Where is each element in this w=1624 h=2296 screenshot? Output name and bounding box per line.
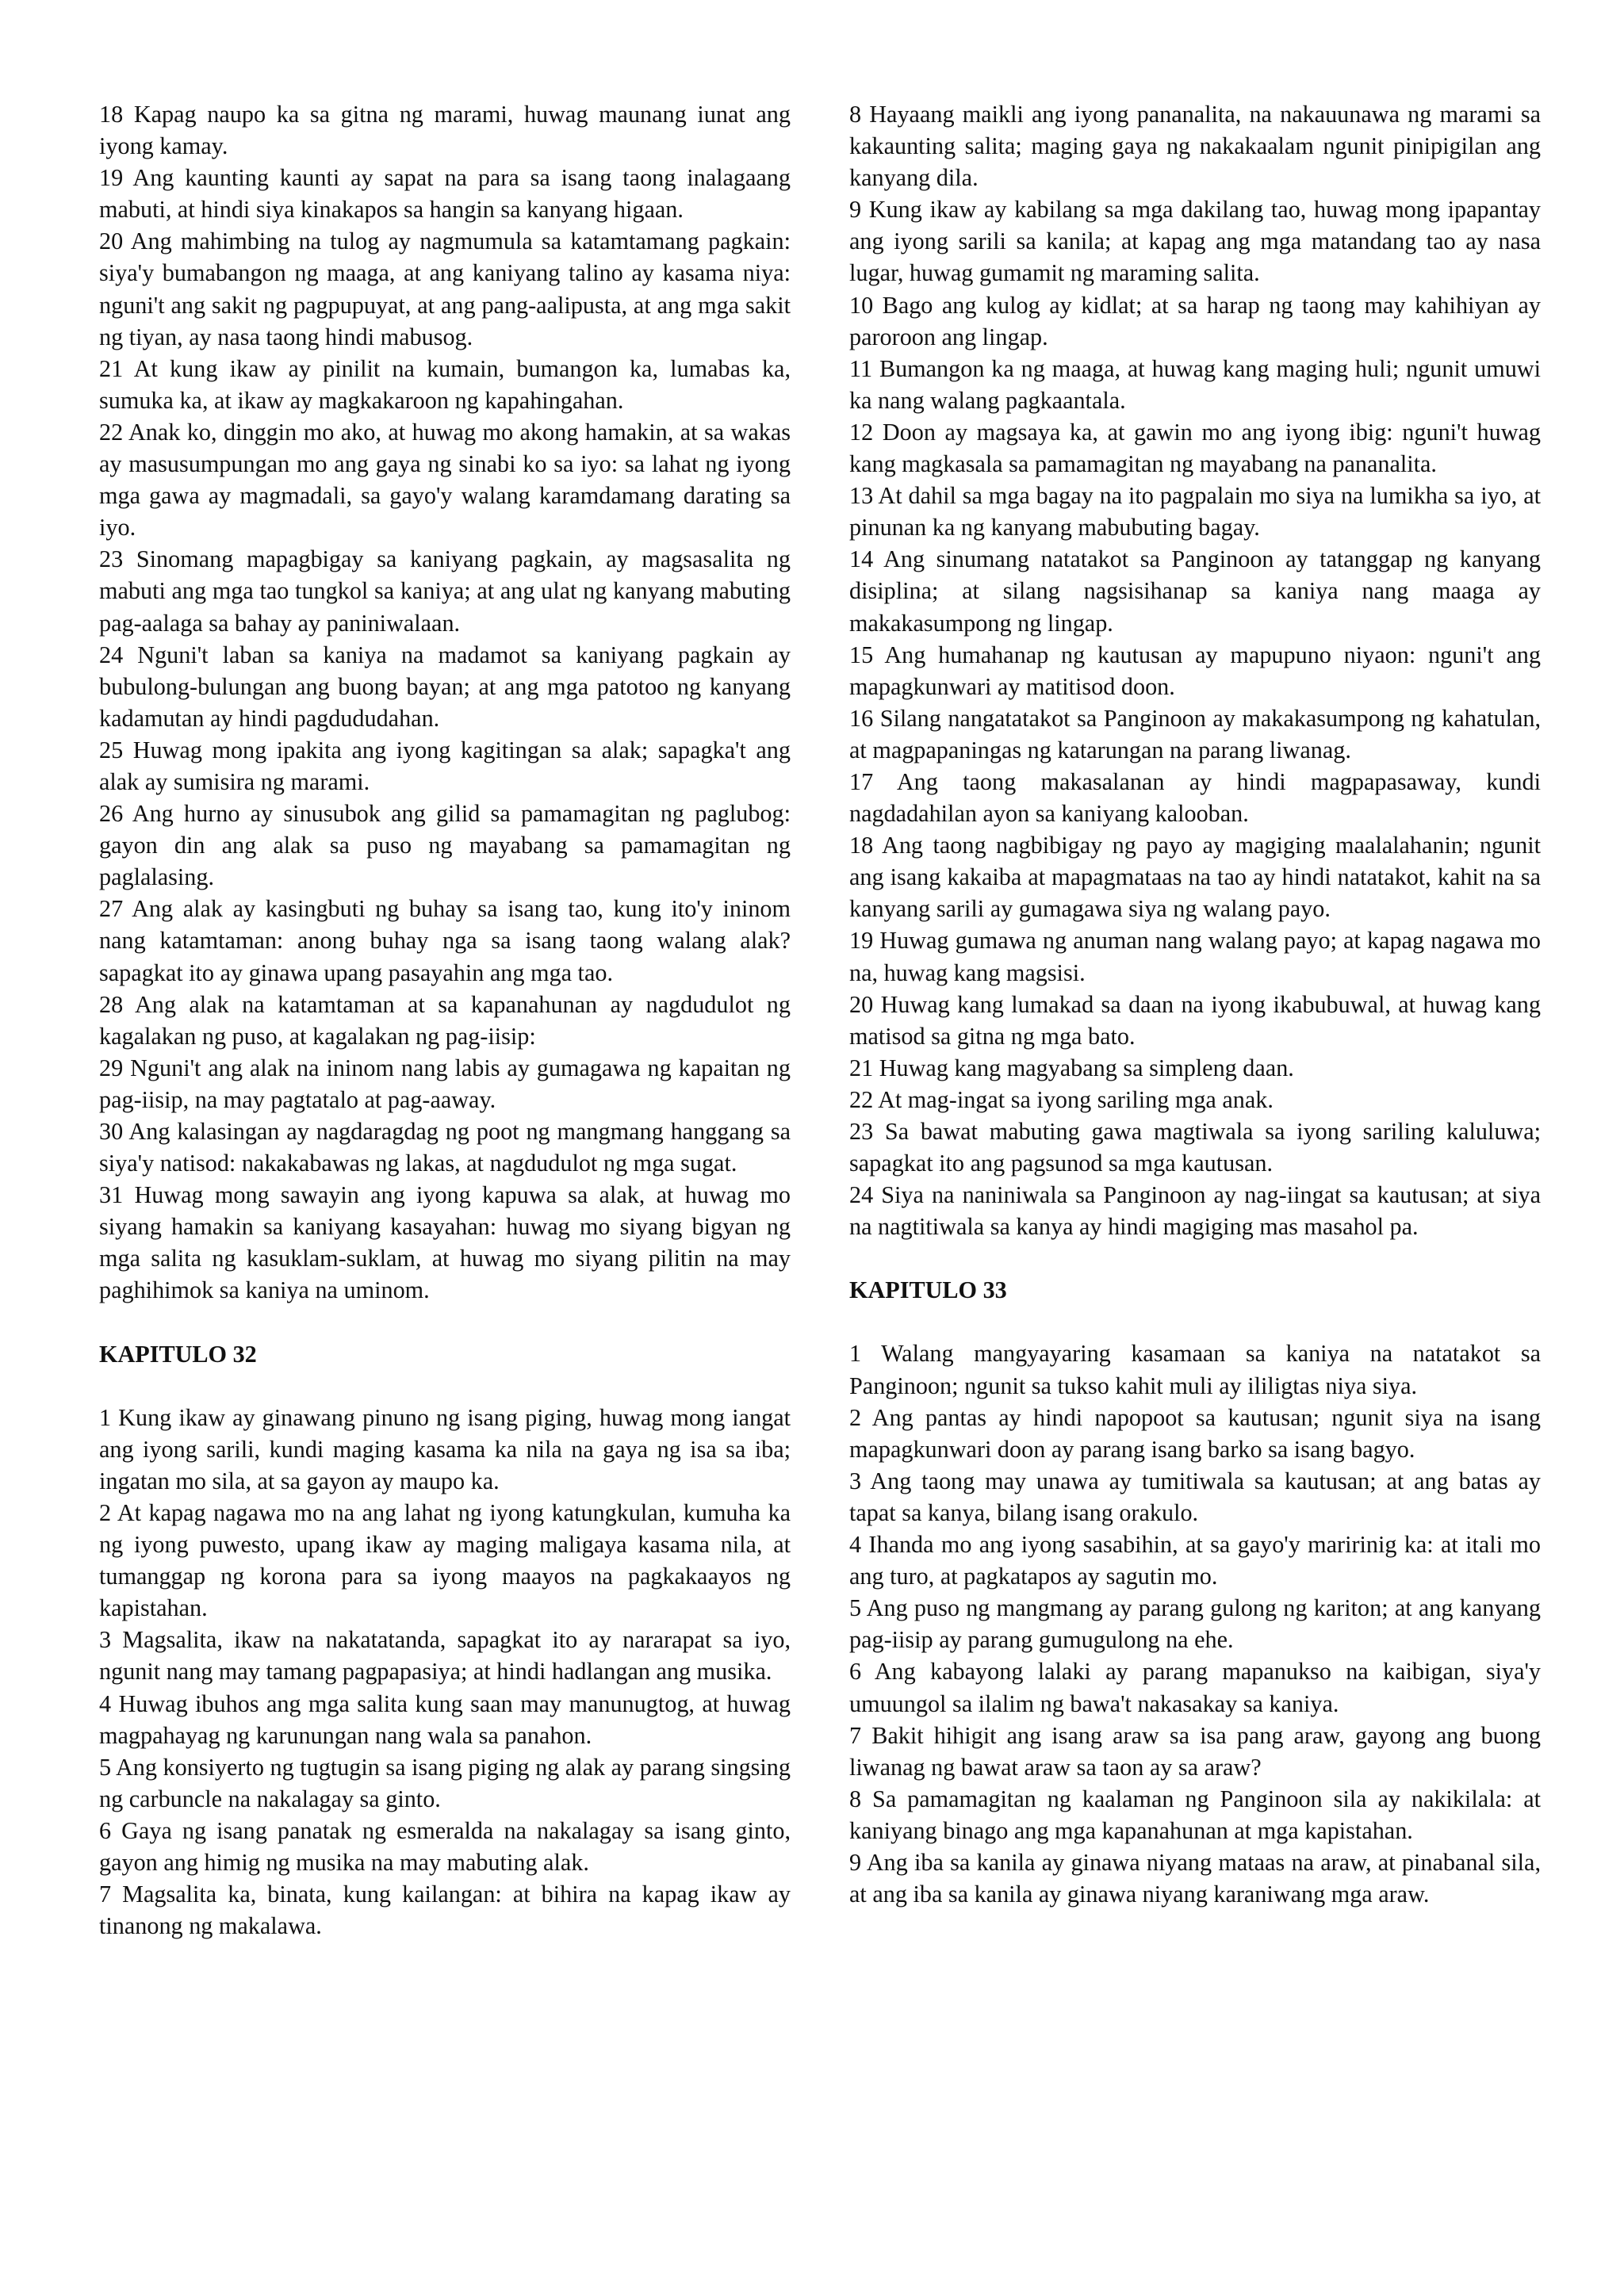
verse: 22 At mag-ingat sa iyong sariling mga anak. (849, 1085, 1274, 1113)
verse: 24 Nguni't laban sa kaniya na madamot sa kaniyang pagkain ay bubulong-bulungan ang buong bayan; at ang mga patotoo ng kanyang kadamutan ay hindi pagdududahan. (99, 641, 791, 732)
verse: 23 Sa bawat mabuting gawa magtiwala sa iyong sariling kaluluwa; sapagkat ito ang pagsunod sa mga kautusan. (849, 1118, 1541, 1177)
verse: 5 Ang konsiyerto ng tugtugin sa isang piging ng alak ay parang singsing ng carbuncle na nakalagay sa ginto. (99, 1753, 791, 1812)
verse: 11 Bumangon ka ng maaga, at huwag kang maging huli; ngunit umuwi ka nang walang pagkaantala. (849, 354, 1541, 414)
verse: 26 Ang hurno ay sinusubok ang gilid sa pamamagitan ng paglubog: gayon din ang alak sa puso ng mayabang sa pamamagitan ng paglalasing. (99, 800, 791, 891)
verse: 12 Doon ay magsaya ka, at gawin mo ang iyong ibig: nguni't huwag kang magkasala sa pamamagitan ng mayabang na pananalita. (849, 418, 1541, 478)
verse: 19 Huwag gumawa ng anuman nang walang payo; at kapag nagawa mo na, huwag kang magsisi. (849, 927, 1541, 986)
verse: 22 Anak ko, dinggin mo ako, at huwag mo akong hamakin, at sa wakas ay masusumpungan mo ang gaya ng sinabi ko sa iyo: sa lahat ng iyong mga gawa ay magmadali, sa gayo'y walang karamdamang darating sa iyo. (99, 418, 791, 541)
verse: 5 Ang puso ng mangmang ay parang gulong ng kariton; at ang kanyang pag-iisip ay parang gumugulong na ehe. (849, 1594, 1541, 1654)
verse: 20 Huwag kang lumakad sa daan na iyong ikabubuwal, at huwag kang matisod sa gitna ng mga bato. (849, 990, 1541, 1050)
verse: 28 Ang alak na katamtaman at sa kapanahunan ay nagdudulot ng kagalakan ng puso, at kagalakan ng pag-iisip: (99, 990, 791, 1050)
verse: 17 Ang taong makasalanan ay hindi magpapasaway, kundi nagdadahilan ayon sa kaniyang kalooban. (849, 767, 1541, 828)
verse: 7 Magsalita ka, binata, kung kailangan: at bihira na kapag ikaw ay tinanong ng makalawa. (99, 1881, 791, 1940)
verse: 9 Kung ikaw ay kabilang sa mga dakilang tao, huwag mong ipapantay ang iyong sarili sa kanila; at kapag ang mga matandang tao ay nasa lugar, huwag gumamit ng maraming salita. (849, 196, 1541, 287)
spacer (99, 1307, 791, 1338)
verse: 1 Walang mangyayaring kasamaan sa kaniya na natatakot sa Panginoon; ngunit sa tukso kahit muli ay ililigtas niya siya. (849, 1340, 1541, 1399)
verse: 18 Kapag naupo ka sa gitna ng marami, huwag maunang iunat ang iyong kamay. (99, 101, 791, 160)
verse: 1 Kung ikaw ay ginawang pinuno ng isang piging, huwag mong iangat ang iyong sarili, kundi maging kasama ka nila na gaya ng isa sa iba; ingatan mo sila, at sa gayon ay maupo ka. (99, 1403, 791, 1494)
verse: 27 Ang alak ay kasingbuti ng buhay sa isang tao, kung ito'y ininom nang katamtaman: anong buhay nga sa isang taong walang alak? sapagkat ito ay ginawa upang pasayahin ang mga tao. (99, 895, 791, 986)
verse: 4 Huwag ibuhos ang mga salita kung saan may manunugtog, at huwag magpahayag ng karunungan nang wala sa panahon. (99, 1689, 791, 1749)
verse: 25 Huwag mong ipakita ang iyong kagitingan sa alak; sapagka't ang alak ay sumisira ng marami. (99, 736, 791, 795)
verse: 21 Huwag kang magyabang sa simpleng daan. (849, 1054, 1294, 1081)
verse: 6 Gaya ng isang panatak ng esmeralda na nakalagay sa isang ginto, gayon ang himig ng musika na may mabuting alak. (99, 1816, 791, 1876)
verse: 9 Ang iba sa kanila ay ginawa niyang mataas na araw, at pinabanal sila, at ang iba sa kanila ay ginawa niyang karaniwang mga araw. (849, 1848, 1541, 1908)
spacer (849, 1306, 1541, 1337)
verse: 10 Bago ang kulog ay kidlat; at sa harap ng taong may kahihiyan ay paroroon ang lingap. (849, 291, 1541, 350)
verse: 8 Hayaang maikli ang iyong pananalita, na nakauunawa ng marami sa kakaunting salita; maging gaya ng nakakaalam ngunit pinipigilan ang kanyang dila. (849, 101, 1541, 192)
right-column (849, 98, 1541, 1910)
verse: 3 Ang taong may unawa ay tumitiwala sa kautusan; at ang batas ay tapat sa kanya, bilang isang orakulo. (849, 1467, 1541, 1526)
verse: 29 Nguni't ang alak na ininom nang labis ay gumagawa ng kapaitan ng pag-iisip, na may pagtatalo at pag-aaway. (99, 1054, 791, 1113)
verse: 13 At dahil sa mga bagay na ito pagpalain mo siya na lumikha sa iyo, at pinunan ka ng kanyang mabubuting bagay. (849, 482, 1541, 541)
verse: 31 Huwag mong sawayin ang iyong kapuwa sa alak, at huwag mo siyang hamakin sa kaniyang kasayahan: huwag mo siyang bigyan ng mga salita ng kasuklam-suklam, at huwag mo siyang pilitin na may paghihimok sa kaniya na uminom. (99, 1181, 791, 1304)
verse: 4 Ihanda mo ang iyong sasabihin, at sa gayo'y maririnig ka: at itali mo ang turo, at pagkatapos ay sagutin mo. (849, 1531, 1541, 1590)
verse: 7 Bakit hihigit ang isang araw sa isa pang araw, gayong ang buong liwanag ng bawat araw sa taon ay sa araw? (849, 1721, 1541, 1781)
verse: 15 Ang humahanap ng kautusan ay mapupuno niyaon: nguni't ang mapagkunwari ay matitisod doon. (849, 641, 1541, 700)
verse: 18 Ang taong nagbibigay ng payo ay magiging maalalahanin; ngunit ang isang kakaiba at mapagmataas na tao ay hindi natatakot, kahit na sa kanyang sarili ay gumagawa siya ng walang payo. (849, 832, 1541, 923)
chapter-heading: KAPITULO 33 (849, 1276, 1007, 1304)
verse: 2 At kapag nagawa mo na ang lahat ng iyong katungkulan, kumuha ka ng iyong puwesto, upang ikaw ay maging maligaya kasama nila, at tumanggap ng korona para sa iyong maayos na pagkakaayos ng kapistahan. (99, 1498, 791, 1622)
verse: 2 Ang pantas ay hindi napopoot sa kautusan; ngunit siya na isang mapagkunwari doon ay parang isang barko sa isang bagyo. (849, 1403, 1541, 1463)
spacer (99, 1370, 791, 1402)
verse: 14 Ang sinumang natatakot sa Panginoon ay tatanggap ng kanyang disiplina; at silang nagsisihanap sa kaniya nang maaga ay makakasumpong ng lingap. (849, 545, 1541, 637)
verse: 19 Ang kaunting kaunti ay sapat na para sa isang taong inalagaang mabuti, at hindi siya kinakapos sa hangin sa kanyang higaan. (99, 164, 791, 224)
verse: 24 Siya na naniniwala sa Panginoon ay nag-iingat sa kautusan; at siya na nagtitiwala sa kanya ay hindi magiging mas masahol pa. (849, 1181, 1541, 1241)
verse: 8 Sa pamamagitan ng kaalaman ng Panginoon sila ay nakikilala: at kaniyang binago ang mga kapanahunan at mga kapistahan. (849, 1785, 1541, 1844)
chapter-heading: KAPITULO 32 (99, 1340, 257, 1368)
spacer (849, 1242, 1541, 1274)
verse: 23 Sinomang mapagbigay sa kaniyang pagkain, ay magsasalita ng mabuti ang mga tao tungkol sa kaniya; at ang ulat ng kanyang mabuting pag-aalaga sa bahay ay paniniwalaan. (99, 545, 791, 637)
verse: 16 Silang nangatatakot sa Panginoon ay makakasumpong ng kahatulan, at magpapaningas ng katarungan na parang liwanag. (849, 704, 1541, 763)
verse: 3 Magsalita, ikaw na nakatatanda, sapagkat ito ay nararapat sa iyo, ngunit nang may tamang pagpapasiya; at hindi hadlangan ang musika. (99, 1626, 791, 1686)
verse: 21 At kung ikaw ay pinilit na kumain, bumangon ka, lumabas ka, sumuka ka, at ikaw ay magkakaroon ng kapahingahan. (99, 354, 791, 414)
left-column (99, 98, 791, 1942)
verse: 20 Ang mahimbing na tulog ay nagmumula sa katamtamang pagkain: siya'y bumabangon ng maaga, at ang kaniyang talino ay kasama niya: nguni't ang sakit ng pagpupuyat, at ang pang-aalipusta, at ang mga sakit ng tiyan, ay nasa taong hindi mabusog. (99, 228, 791, 350)
verse: 6 Ang kabayong lalaki ay parang mapanukso na kaibigan, siya'y umuungol sa ilalim ng bawa't nakasakay sa kaniya. (849, 1658, 1541, 1717)
verse: 30 Ang kalasingan ay nagdaragdag ng poot ng mangmang hanggang sa siya'y natisod: nakakabawas ng lakas, at nagdudulot ng mga sugat. (99, 1118, 791, 1177)
